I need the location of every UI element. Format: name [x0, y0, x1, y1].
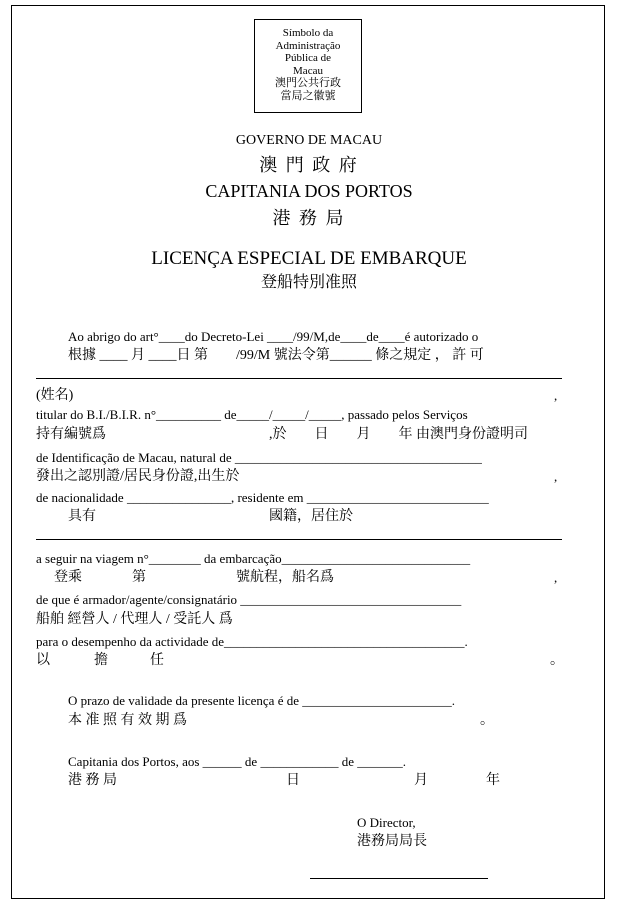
full-stop: 。: [480, 713, 494, 728]
residence-label-zh: 國籍，居住於: [269, 509, 353, 524]
nationality-label-zh: 具有: [68, 509, 96, 524]
operator-line-pt: de que é armador/agente/consignatário __________________________________: [36, 592, 462, 607]
issue-date-line-pt: Capitania dos Portos, aos ______ de ____________ de _______.: [68, 754, 406, 769]
year-label-zh: 年: [486, 773, 500, 788]
activity-label-zh: 任: [150, 653, 164, 668]
government-name-pt: GOVERNO DE MACAU: [235, 133, 383, 148]
activity-line-pt: para o desempenho da actividade de_____________________________________.: [36, 634, 468, 649]
seal-line: 當局之徽號: [280, 89, 336, 102]
seal-line: Macau: [293, 64, 323, 77]
boarding-label-zh: 登乘: [54, 570, 82, 585]
seal-line: Administração: [275, 39, 341, 52]
vessel-name-label-zh: 號航程，船名爲: [236, 570, 334, 585]
department-name-zh: 港 務 局: [272, 208, 346, 228]
voyage-line-pt: a seguir na viagem n°________ da embarcação_____________________________: [36, 551, 471, 566]
name-blank-line: [36, 378, 562, 379]
signature-line: [310, 878, 488, 879]
day-label-zh: 日: [286, 773, 300, 788]
emblem-placeholder-box: [254, 19, 362, 113]
name-label-zh: (姓名): [36, 388, 74, 403]
residence-blank-line: [36, 539, 562, 540]
government-name-zh: 澳 門 政 府: [259, 155, 359, 175]
director-title-zh: 港務局局長: [357, 834, 427, 849]
document-title-zh: 登船特別准照: [260, 274, 357, 291]
authorization-line-pt: Ao abrigo do art°____do Decreto-Lei ____/99/M,de____de____é autorizado o: [68, 329, 479, 344]
seal-line: Pública de: [284, 52, 332, 64]
full-stop: 。: [550, 653, 564, 668]
director-title-pt: O Director,: [357, 815, 416, 830]
comma: ,: [554, 388, 558, 403]
birthplace-line-pt: de Identificação de Macau, natural de ______________________________________: [36, 450, 482, 465]
department-name-pt: CAPITANIA DOS PORTOS: [205, 181, 413, 201]
authorization-line-zh: 根據 ____ 月 ____日 第 /99/M 號法令第______ 條之規定 ， 許 可: [68, 348, 484, 363]
month-label-zh: 月: [414, 773, 428, 788]
validity-label-zh: 本 准 照 有 效 期 爲: [68, 713, 187, 728]
seal-line: 澳門公共行政: [275, 77, 341, 89]
nationality-line-pt: de nacionalidade ________________, residente em ____________________________: [36, 490, 489, 505]
id-number-line-pt: titular do B.I./B.I.R. n°__________ de_____/_____/_____, passado pelos Serviços: [36, 407, 468, 422]
voyage-number-label-zh: 第: [132, 570, 146, 585]
comma: ,: [554, 570, 558, 585]
id-number-label-zh: 持有編號爲: [36, 427, 106, 442]
id-issue-date-zh: ,於 日 月 年 由澳門身份證明司: [269, 427, 528, 442]
activity-label-zh: 以: [36, 653, 50, 668]
license-form: [11, 5, 605, 899]
comma: ,: [554, 469, 558, 484]
document-title-pt: LICENÇA ESPECIAL DE EMBARQUE: [151, 248, 467, 269]
validity-line-pt: O prazo de validade da presente licença é de _______________________.: [68, 693, 455, 708]
seal-line: Símbolo da: [282, 27, 334, 39]
birthplace-label-zh: 發出之認別證/居民身份證,出生於: [36, 469, 240, 484]
issuer-label-zh: 港 務 局: [68, 773, 117, 788]
operator-label-zh: 船舶 經營人 / 代理人 / 受託人 爲: [36, 612, 233, 627]
activity-label-zh: 擔: [94, 653, 108, 668]
